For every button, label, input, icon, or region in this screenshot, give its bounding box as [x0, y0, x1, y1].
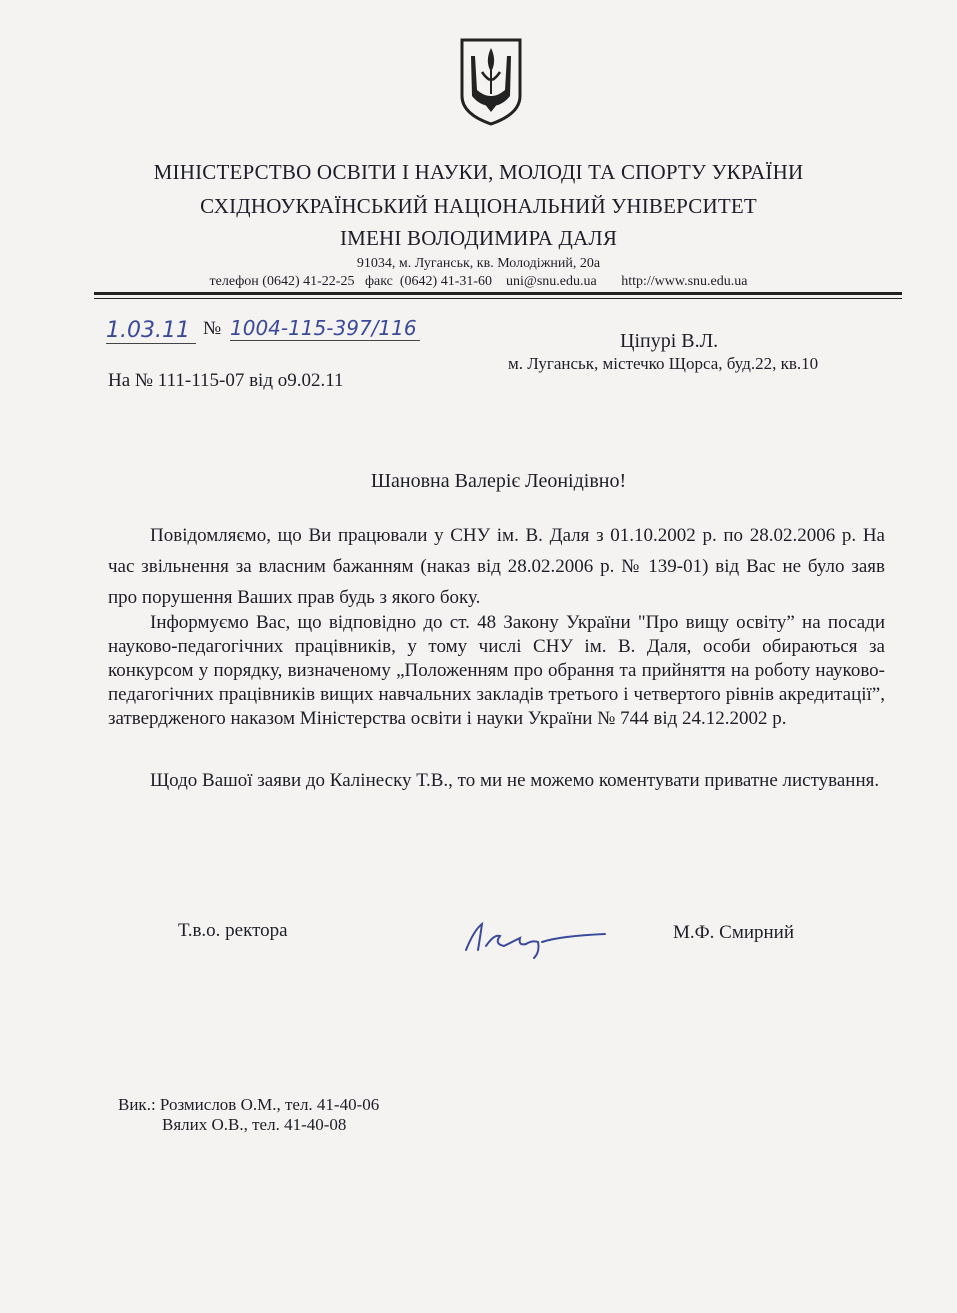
recipient-name: Ціпурі В.Л. [620, 330, 719, 352]
coat-of-arms-icon [458, 36, 524, 126]
university-address: 91034, м. Луганськ, кв. Молодіжний, 20а [356, 256, 601, 271]
salutation: Шановна Валеріє Леонідівно! [370, 470, 627, 492]
university-contacts: телефон (0642) 41-22-25 факс (0642) 41-31-60 uni@snu.edu.ua http://www.snu.edu.ua [209, 274, 748, 289]
outgoing-date: 1.03.11 [106, 318, 196, 344]
executor-2: Вялих О.В., тел. 41-40-08 [162, 1115, 347, 1134]
recipient-address: м. Луганськ, містечко Щорса, буд.22, кв.10 [508, 354, 819, 373]
paragraph-2: Інформуємо Вас, що відповідно до ст. 48 Закону України "Про вищу освіту” на посади науково-педагогічних працівників, у тому числі СНУ ім. В. Даля, особи обираються за конкурсом у порядку, визначеному „Положенням про обрання та прийняття на роботу науково-педагогічних працівників вищих навчальних закладів третього і четвертого рівнів акредитації”, затвердженого наказом Міністерства освіти і науки України № 744 від 24.12.2002 р. [108, 612, 885, 729]
signer-position: Т.в.о. ректора [178, 920, 288, 941]
university-title: СХІДНОУКРАЇНСЬКИЙ НАЦІОНАЛЬНИЙ УНІВЕРСИТЕТ [200, 194, 757, 218]
reply-reference: На № 111-115-07 від о9.02.11 [108, 370, 344, 391]
outgoing-number: 1004-115-397/116 [230, 316, 420, 341]
header-rule-thin [94, 298, 902, 299]
header-rule-thick [94, 292, 902, 295]
paragraph-3: Щодо Вашої заяви до Калінеску Т.В., то ми не можемо коментувати приватне листування. [150, 770, 880, 791]
executor-1: Вик.: Розмислов О.М., тел. 41-40-06 [118, 1095, 380, 1114]
number-sign: № [203, 318, 222, 339]
ministry-title: МІНІСТЕРСТВО ОСВІТИ І НАУКИ, МОЛОДІ ТА СПОРТУ УКРАЇНИ [153, 160, 804, 184]
signer-name: М.Ф. Смирний [673, 922, 795, 943]
signature-icon [460, 916, 610, 962]
paragraph-1: Повідомляємо, що Ви працювали у СНУ ім. В. Даля з 01.10.2002 р. по 28.02.2006 р. На час звільнення за власним бажанням (наказ від 28.02.2006 р. № 139-01) від Вас не було заяв про порушення Ваших прав будь з якого боку. [108, 525, 885, 608]
university-name: ІМЕНІ ВОЛОДИМИРА ДАЛЯ [339, 226, 618, 250]
